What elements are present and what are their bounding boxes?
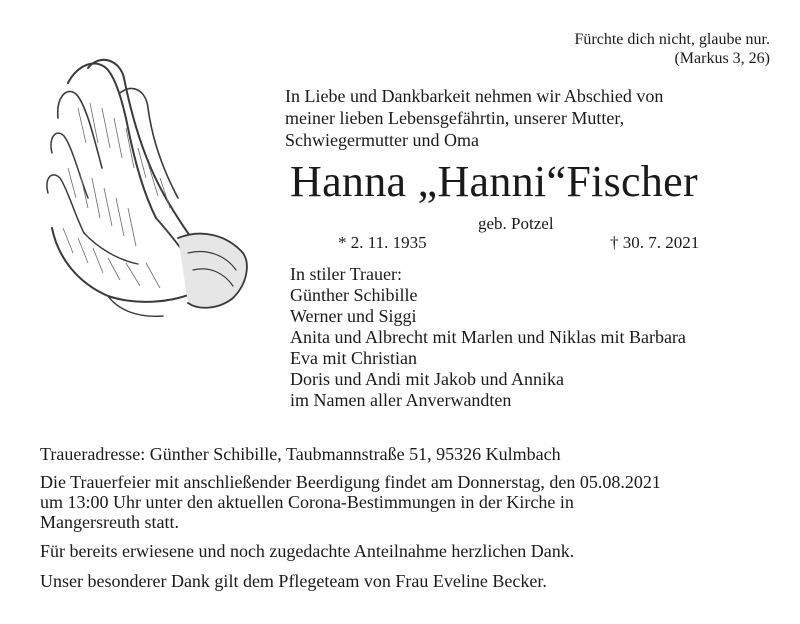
thanks-line: Für bereits erwiesene und noch zugedachte Anteilnahme herzlichen Dank.	[40, 541, 575, 561]
deceased-name: Hanna „Hanni“Fischer	[290, 157, 698, 206]
ceremony-info	[40, 472, 780, 532]
mourner-line: Eva mit Christian	[290, 348, 417, 368]
mourner-line: In stiler Trauer:	[290, 264, 402, 284]
farewell-intro	[285, 85, 663, 151]
ceremony-line: um 13:00 Uhr unter den aktuellen Corona-Bestimmungen in der Kirche in	[40, 492, 574, 512]
mourner-line: Anita und Albrecht mit Marlen und Niklas mit Barbara	[290, 327, 686, 347]
bible-verse	[574, 30, 770, 68]
intro-line: In Liebe und Dankbarkeit nehmen wir Abschied von	[285, 86, 664, 106]
mourner-line: im Namen aller Anverwandten	[290, 390, 512, 410]
mourners-list	[290, 264, 686, 411]
maiden-name: geb. Potzel	[478, 214, 554, 233]
verse-text: Fürchte dich nicht, glaube nur.	[574, 31, 770, 48]
mourner-line: Doris und Andi mit Jakob und Annika	[290, 369, 564, 389]
ceremony-line: Die Trauerfeier mit anschließender Beerdigung findet am Donnerstag, den 05.08.2021	[40, 472, 661, 492]
thanks-line: Unser besonderer Dank gilt dem Pflegeteam von Frau Eveline Becker.	[40, 571, 547, 591]
death-date: † 30. 7. 2021	[610, 233, 700, 252]
birth-date: * 2. 11. 1935	[338, 233, 427, 252]
mourner-line: Günther Schibille	[290, 285, 418, 305]
mourning-address: Traueradresse: Günther Schibille, Taubmannstraße 51, 95326 Kulmbach	[40, 444, 561, 464]
intro-line: Schwiegermutter und Oma	[285, 130, 479, 150]
verse-reference: (Markus 3, 26)	[674, 50, 770, 67]
ceremony-line: Mangersreuth statt.	[40, 512, 179, 532]
mourner-line: Werner und Siggi	[290, 306, 417, 326]
intro-line: meiner lieben Lebensgefährtin, unserer Mutter,	[285, 108, 625, 128]
praying-hands-icon	[28, 48, 253, 323]
